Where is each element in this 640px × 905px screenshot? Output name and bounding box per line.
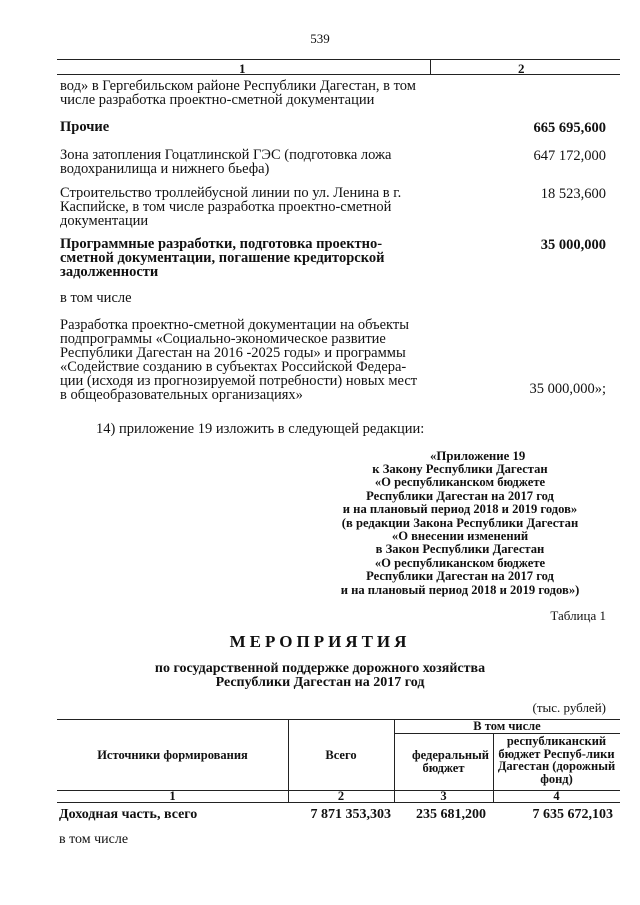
row-text-other: Прочие (60, 119, 110, 135)
appendix-title: «Приложение 19 (430, 449, 526, 463)
appendix-line: Республики Дагестан на 2017 год (366, 569, 554, 584)
document-heading: МЕРОПРИЯТИЯ (229, 632, 411, 651)
table-header-border (57, 74, 620, 75)
appendix-line: «О республиканском бюджете (374, 475, 546, 490)
units-label: (тыс. рублей) (532, 700, 606, 715)
page-number: 539 (310, 31, 330, 46)
subheading-line: Республики Дагестан на 2017 год (215, 675, 425, 690)
appendix-line: «О республиканском бюджете (374, 555, 546, 570)
row-text-gotsatl: Зона затопления Гоцатлинской ГЭС (подготовка ложа водохранилища и нижнего бьефа) (60, 147, 392, 177)
header-source: Источники формирования (97, 748, 248, 762)
header-republic: республиканский бюджет Респуб-лики Дагестан (дорожный фонд) (497, 734, 616, 786)
header-federal: федеральный бюджет (412, 748, 490, 775)
row-value-other: 665 695,600 (533, 120, 606, 136)
appendix-line: Республики Дагестан на 2017 год (366, 488, 554, 503)
row-label-revenue: Доходная часть, всего (59, 807, 198, 822)
row-value-trolleybus: 18 523,600 (540, 186, 606, 202)
column-number-2: 2 (337, 789, 345, 803)
appendix-line: и на плановый период 2018 и 2019 годов» (342, 502, 578, 517)
row-text-trolleybus: Строительство троллейбусной линии по ул. Ленина в г. Каспийске, в том числе разработка проектно-сметной документации (60, 185, 402, 229)
header-total: Всего (325, 748, 357, 762)
table-top-border (57, 59, 620, 60)
column-number-1: 1 (239, 61, 246, 76)
row-text-continuation: вод» в Гергебильском районе Республики Дагестан, в том числе разработка проектно-сметной документации (60, 78, 416, 108)
column-number-4: 4 (553, 789, 560, 803)
table-column-divider (430, 59, 431, 74)
row-text-including: в том числе (60, 290, 132, 306)
appendix-line: в Закон Республики Дагестан (375, 542, 545, 557)
appendix-line: и на плановый период 2018 и 2019 годов») (340, 582, 580, 597)
row-text-program-dev: Программные разработки, подготовка проектно-сметной документации, погашение кредиторской задолженности (60, 236, 385, 280)
appendix-line: (в редакции Закона Республики Дагестан (341, 515, 579, 530)
row-label-including: в том числе (59, 832, 129, 847)
instruction-paragraph: 14) приложение 19 изложить в следующей редакции: (96, 421, 425, 437)
column-number-1: 1 (169, 789, 176, 803)
appendix-line: к Закону Республики Дагестан (372, 462, 548, 476)
row-federal-revenue: 235 681,200 (416, 807, 486, 822)
row-value-design-docs: 35 000,000»; (529, 381, 606, 397)
table-label: Таблица 1 (550, 608, 606, 623)
row-value-gotsatl: 647 172,000 (533, 148, 606, 164)
row-text-design-docs: Разработка проектно-сметной документации на объекты подпрограммы «Социально-экономическое развитие Республики Дагестан на 2016 -2025 годы» и программы «Содействие созданию в субъектах Российской Федера-ции (исходя из прогнозируемой потребности) новых мест в общеобразовательных организациях» (60, 317, 418, 403)
appendix-line: «О внесении изменений (391, 529, 529, 544)
subheading-line: по государственной поддержке дорожного хозяйства (154, 661, 486, 676)
column-number-2: 2 (518, 61, 525, 76)
row-value-program-dev: 35 000,000 (540, 237, 606, 253)
row-total-revenue: 7 871 353,303 (310, 807, 391, 822)
document-subheading (0, 662, 640, 690)
appendix-reference-block (300, 463, 620, 597)
header-including: В том числе (473, 719, 541, 733)
row-republic-revenue: 7 635 672,103 (532, 807, 613, 822)
column-number-3: 3 (440, 789, 447, 803)
